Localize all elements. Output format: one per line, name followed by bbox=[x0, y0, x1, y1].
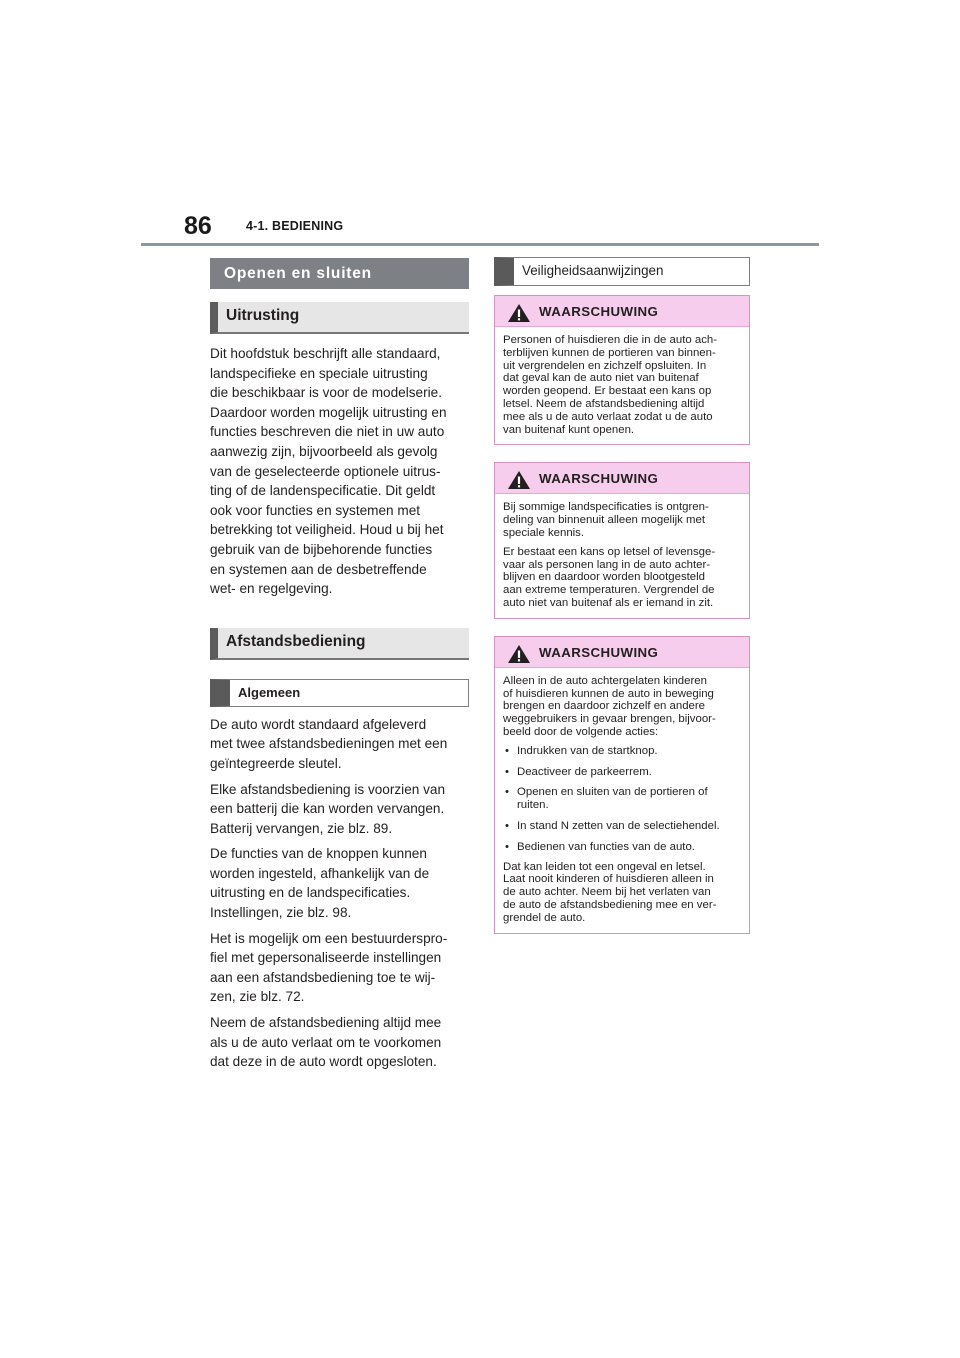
warning-3-list bbox=[503, 745, 741, 854]
warning-triangle-icon bbox=[507, 644, 531, 664]
warning-triangle-icon bbox=[507, 303, 531, 323]
left-column bbox=[210, 258, 469, 1072]
paragraph-5: Neem de afstandsbediening altijd mee als u de auto verlaat om te voorkomen dat deze in de auto wordt opgesloten. bbox=[210, 1015, 442, 1070]
warning-title: WAARSCHUWING bbox=[539, 644, 659, 660]
paragraph-2: Elke afstandsbediening is voorzien van een batterij die kan worden vervangen. Batterij vervangen, zie blz. 89. bbox=[210, 781, 446, 836]
heading-uitrusting: Uitrusting bbox=[210, 302, 469, 334]
warning-box-1 bbox=[494, 295, 750, 445]
warning-box-3 bbox=[494, 636, 750, 934]
section-label: 4-1. BEDIENING bbox=[246, 219, 344, 233]
page-number: 86 bbox=[184, 212, 212, 240]
paragraph-3: De functies van de knoppen kunnen worden ingesteld, afhankelijk van de uitrusting en de landspecificaties. Instellingen, zie blz. 98. bbox=[210, 846, 430, 921]
heading-afstandsbediening: Afstandsbediening bbox=[210, 628, 469, 660]
warning-title: WAARSCHUWING bbox=[539, 471, 659, 487]
warning-header bbox=[495, 463, 749, 494]
warning-triangle-icon bbox=[507, 470, 531, 490]
warning-3-intro: Alleen in de auto achtergelaten kinderen of huisdieren kunnen de auto in beweging brengen en daardoor zichzelf en andere weggebruikers in gevaar brengen, bijvoor- beeld door de volgende acties: bbox=[503, 674, 716, 738]
header-rule bbox=[141, 243, 819, 246]
list-item: • Deactiveer de parkeerrem. bbox=[503, 766, 741, 779]
list-item: • In stand N zetten van de selectiehendel. bbox=[503, 820, 741, 833]
warning-2-text-b: Er bestaat een kans op letsel of levensge- vaar als personen lang in de auto achter- blijven en daardoor worden blootgesteld aan extreme temperaturen. Vergrendel de auto niet van buitenaf als er iemand in zit. bbox=[503, 545, 716, 609]
warning-2-text-a: Bij sommige landspecificaties is ontgren- deling van binnenuit alleen mogelijk met speciale kennis. bbox=[503, 501, 709, 539]
warning-title: WAARSCHUWING bbox=[539, 304, 659, 319]
list-item: • Indrukken van de startknop. bbox=[503, 745, 741, 758]
warning-header bbox=[495, 637, 749, 668]
warning-3-outro: Dat kan leiden tot een ongeval en letsel. Laat nooit kinderen of huisdieren alleen in de auto achter. Neem bij het verlaten van de auto de afstandsbediening mee en ver- grendel de auto. bbox=[503, 860, 717, 924]
paragraph-4: Het is mogelijk om een bestuurderspro- fiel met gepersonaliseerde instellingen aan een afstandsbediening toe te wij- zen, zie blz. 72. bbox=[210, 930, 448, 1005]
chapter-title: Openen en sluiten bbox=[210, 258, 469, 289]
warning-header bbox=[495, 296, 749, 327]
paragraph-1: De auto wordt standaard afgeleverd met twee afstandsbedieningen met een geïntegreerde sleutel. bbox=[210, 716, 448, 771]
subheading-algemeen: Algemeen bbox=[210, 679, 469, 707]
heading-veiligheidsaanwijzingen: Veiligheidsaanwijzingen bbox=[494, 257, 750, 286]
intro-paragraph: Dit hoofdstuk beschrijft alle standaard, landspecifieke en speciale uitrusting die beschikbaar is voor de modelserie. Daardoor worden mogelijk uitrusting en functies beschreven die niet in uw auto aanwezig zijn, bijvoorbeeld als gevolg van de geselecteerde optionele uitrus- ting of de landenspecificatie. Dit geldt ook voor functies en systemen met betrekking tot veiligheid. Houd u bij het gebruik van de bijbehorende functies en systemen aan de desbetreffende wet- en regelgeving. bbox=[210, 346, 447, 597]
list-item: • Openen en sluiten van de portieren of ruiten. bbox=[503, 786, 741, 812]
list-item: • Bedienen van functies van de auto. bbox=[503, 841, 741, 854]
warning-box-2 bbox=[494, 462, 750, 618]
warning-1-text: Personen of huisdieren die in de auto ach- terblijven kunnen de portieren van binnen- uit vergrendelen en zichzelf opsluiten. In dat geval kan de auto niet van buitenaf worden geopend. Er bestaat een kans op letsel. Neem de afstandsbediening altijd mee als u de auto verlaat zodat u de auto van buitenaf kunt openen. bbox=[503, 334, 718, 436]
right-column bbox=[494, 257, 750, 934]
